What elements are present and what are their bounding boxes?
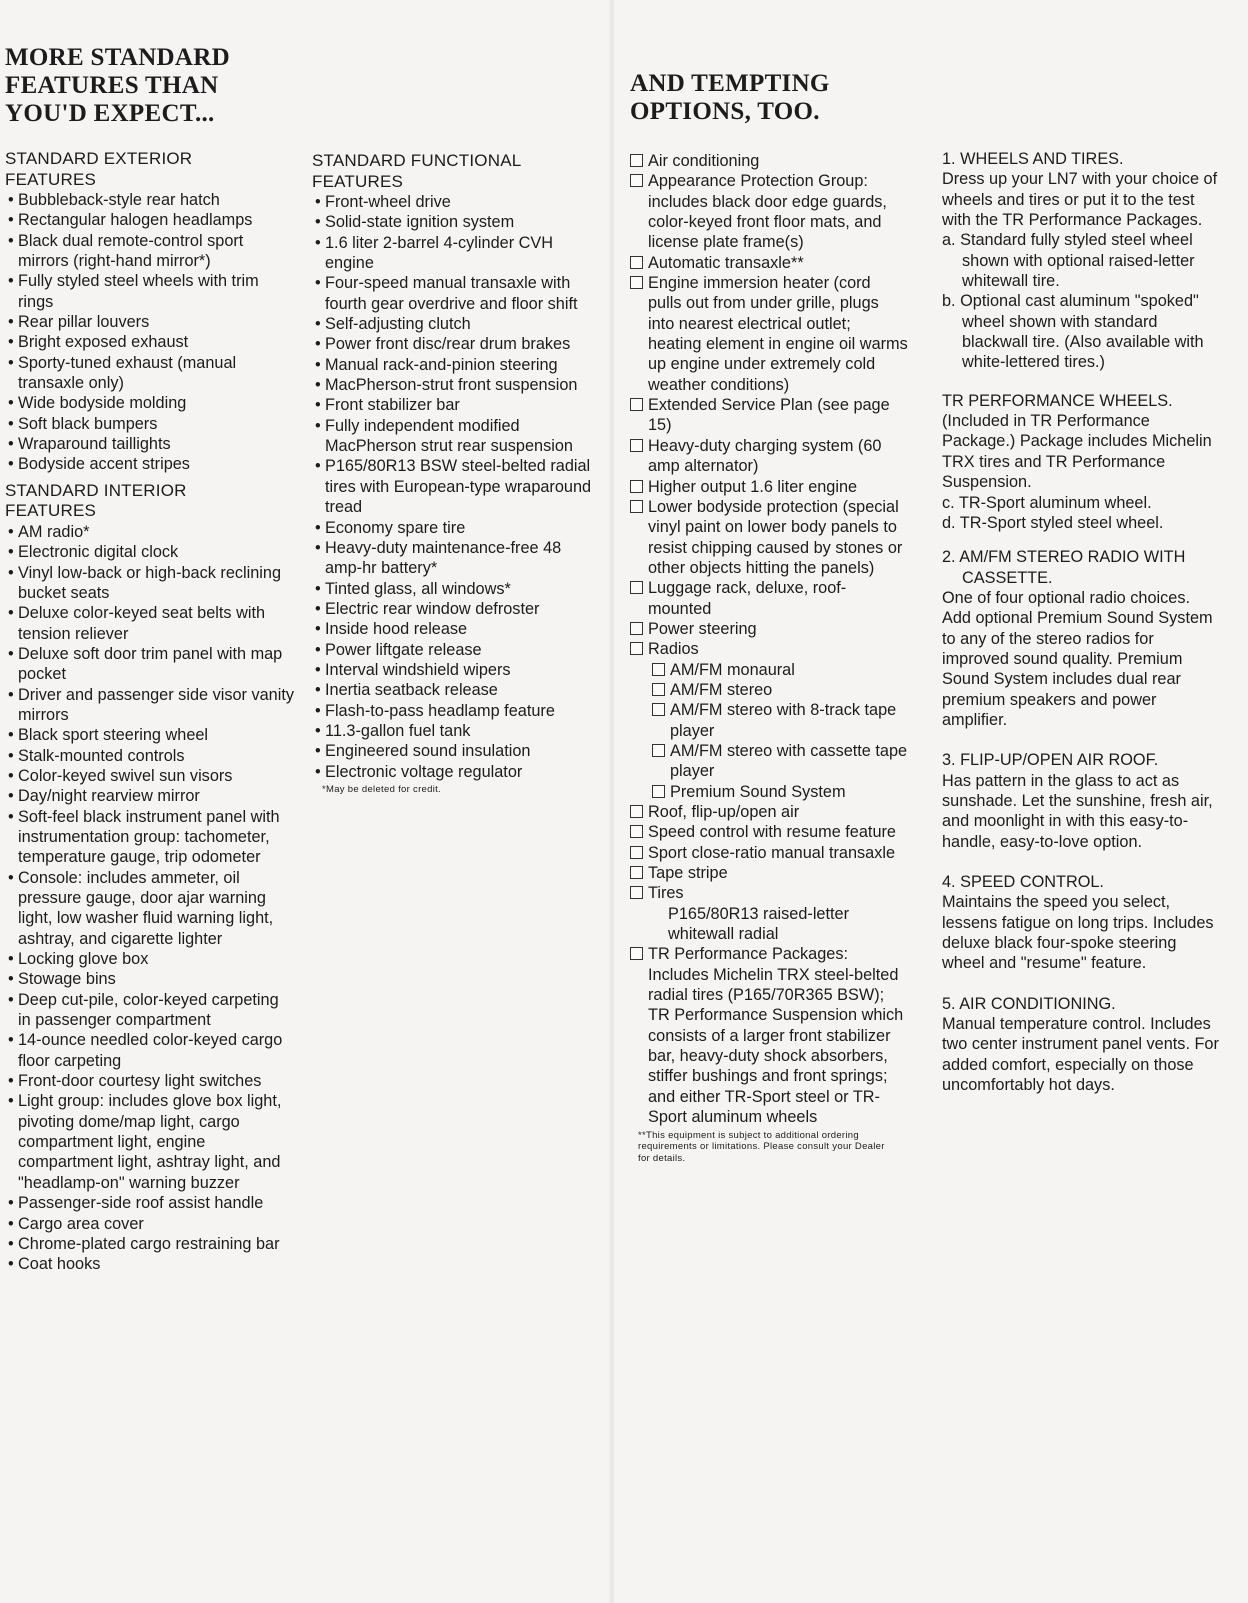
checkbox-icon bbox=[630, 866, 643, 879]
checkbox-icon bbox=[652, 703, 665, 716]
feature-item: • Passenger-side roof assist handle bbox=[5, 1193, 295, 1213]
feature-item: • Soft-feel black instrument panel with instrumentation group: tachometer, temperature gauge, trip odometer bbox=[5, 807, 295, 868]
feature-item: • Front stabilizer bar bbox=[312, 395, 602, 415]
left-headline bbox=[5, 44, 295, 128]
feature-item: • P165/80R13 BSW steel-belted radial tires with European-type wraparound tread bbox=[312, 456, 602, 517]
page-fold bbox=[609, 0, 615, 1603]
checkbox-icon bbox=[630, 846, 643, 859]
feature-item: • Deep cut-pile, color-keyed carpeting in passenger compartment bbox=[5, 990, 295, 1031]
exterior-list bbox=[5, 190, 295, 475]
option-label: Power steering bbox=[648, 619, 757, 638]
feature-item: • Inside hood release bbox=[312, 619, 602, 639]
feature-item: • Wide bodyside molding bbox=[5, 393, 295, 413]
tr-wheels-item-c: c. TR-Sport aluminum wheel. bbox=[942, 493, 1152, 512]
feature-item: • Rear pillar louvers bbox=[5, 312, 295, 332]
functional-list bbox=[312, 192, 602, 782]
option-item bbox=[630, 883, 908, 903]
column-option-descriptions bbox=[942, 149, 1222, 1115]
option-label: AM/FM stereo with cassette tape player bbox=[670, 741, 908, 781]
option-label: Lower bodyside protection (special vinyl paint on lower body panels to resist chipping caused by stones or other objects hitting the panels) bbox=[648, 497, 903, 577]
functional-footnote: *May be deleted for credit. bbox=[322, 783, 441, 795]
feature-item: • Stalk-mounted controls bbox=[5, 746, 295, 766]
feature-item: • Cargo area cover bbox=[5, 1214, 295, 1234]
option-item bbox=[630, 151, 908, 171]
option-label: Heavy-duty charging system (60 amp alternator) bbox=[648, 436, 882, 476]
air-conditioning-block bbox=[942, 994, 1222, 1096]
option-subitem bbox=[630, 680, 908, 700]
feature-item: • Self-adjusting clutch bbox=[312, 314, 602, 334]
feature-item: • Engineered sound insulation bbox=[312, 741, 602, 761]
exterior-heading bbox=[5, 149, 295, 190]
checkbox-icon bbox=[652, 663, 665, 676]
wheels-block bbox=[942, 149, 1222, 373]
checkbox-icon bbox=[630, 154, 643, 167]
feature-item: • Deluxe color-keyed seat belts with tension reliever bbox=[5, 603, 295, 644]
checkbox-icon bbox=[630, 439, 643, 452]
feature-item: • MacPherson-strut front suspension bbox=[312, 375, 602, 395]
column-standard-exterior-interior bbox=[5, 44, 295, 1275]
option-item bbox=[630, 395, 908, 436]
option-label: Roof, flip-up/open air bbox=[648, 803, 800, 821]
option-item bbox=[630, 477, 908, 497]
feature-item: • Heavy-duty maintenance-free 48 amp-hr battery* bbox=[312, 538, 602, 579]
option-label: AM/FM monaural bbox=[670, 660, 795, 679]
feature-item: • Bubbleback-style rear hatch bbox=[5, 190, 295, 210]
options-footnote: **This equipment is subject to additional ordering requirements or limitations. Please consult your Dealer for details. bbox=[638, 1129, 885, 1164]
right-headline-line-1: AND TEMPTING bbox=[630, 70, 830, 97]
option-label: Luggage rack, deluxe, roof-mounted bbox=[648, 579, 847, 618]
radio-block bbox=[942, 547, 1222, 730]
wheels-title: 1. WHEELS AND TIRES. bbox=[942, 150, 1124, 168]
option-label: P165/80R13 raised-letter whitewall radial bbox=[668, 904, 850, 944]
checkbox-icon bbox=[630, 398, 643, 411]
option-item bbox=[630, 802, 908, 822]
options-list-column bbox=[630, 151, 908, 1164]
options-list bbox=[630, 151, 908, 1128]
feature-item: • Front-wheel drive bbox=[312, 192, 602, 212]
functional-heading-line-1: STANDARD FUNCTIONAL bbox=[312, 151, 522, 170]
tr-wheels-item-d: d. TR-Sport styled steel wheel. bbox=[942, 513, 1164, 532]
feature-item: • Console: includes ammeter, oil pressure gauge, door ajar warning light, low washer fluid warning light, ashtray, and cigarette lighter bbox=[5, 868, 295, 949]
checkbox-icon bbox=[630, 642, 643, 655]
option-label: Engine immersion heater (cord pulls out from under grille, plugs into nearest electrical outlet; heating element in engine oil warms up engine under extremely cold weather conditions) bbox=[648, 274, 908, 394]
radio-title: 2. AM/FM STEREO RADIO WITH CASSETTE. bbox=[942, 548, 1186, 587]
air-conditioning-body: Manual temperature control. Includes two center instrument panel vents. For added comfort, especially on those uncomfortably hot days. bbox=[942, 1015, 1219, 1095]
feature-item: • Fully styled steel wheels with trim rings bbox=[5, 271, 295, 312]
option-label: Automatic transaxle** bbox=[648, 253, 804, 272]
feature-item: • Vinyl low-back or high-back reclining bucket seats bbox=[5, 563, 295, 604]
exterior-heading-line-1: STANDARD EXTERIOR bbox=[5, 149, 193, 168]
feature-item: • Black sport steering wheel bbox=[5, 725, 295, 745]
wheels-item-b: b. Optional cast aluminum "spoked" wheel shown with standard blackwall tire. (Also available with white-lettered tires.) bbox=[942, 292, 1204, 372]
feature-item: • 1.6 liter 2-barrel 4-cylinder CVH engine bbox=[312, 233, 602, 274]
feature-item: • Deluxe soft door trim panel with map pocket bbox=[5, 644, 295, 685]
feature-item: • 14-ounce needled color-keyed cargo floor carpeting bbox=[5, 1030, 295, 1071]
feature-item: • Sporty-tuned exhaust (manual transaxle only) bbox=[5, 353, 295, 394]
feature-item: • Color-keyed swivel sun visors bbox=[5, 766, 295, 786]
feature-item: • Stowage bins bbox=[5, 969, 295, 989]
interior-heading bbox=[5, 481, 295, 522]
right-headline bbox=[630, 70, 920, 126]
option-item bbox=[630, 578, 908, 619]
option-label: Radios bbox=[648, 640, 699, 659]
feature-item: • Soft black bumpers bbox=[5, 414, 295, 434]
feature-item: • Rectangular halogen headlamps bbox=[5, 210, 295, 230]
tr-wheels-block bbox=[942, 391, 1222, 533]
option-label: Tires bbox=[648, 884, 684, 903]
option-item bbox=[630, 171, 908, 252]
feature-item: • Electronic voltage regulator bbox=[312, 762, 602, 782]
option-label: Extended Service Plan (see page 15) bbox=[648, 396, 890, 435]
option-subitem bbox=[630, 782, 908, 802]
feature-item: • Coat hooks bbox=[5, 1254, 295, 1274]
option-item bbox=[630, 639, 908, 659]
option-item bbox=[630, 863, 908, 883]
tr-wheels-body: (Included in TR Performance Package.) Package includes Michelin TRX tires and TR Performance Suspension. bbox=[942, 412, 1212, 492]
speed-control-block bbox=[942, 872, 1222, 974]
checkbox-icon bbox=[652, 683, 665, 696]
left-headline-line-3: YOU'D EXPECT... bbox=[5, 100, 215, 127]
feature-item: • Day/night rearview mirror bbox=[5, 786, 295, 806]
feature-item: • Fully independent modified MacPherson strut rear suspension bbox=[312, 416, 602, 457]
functional-heading bbox=[312, 151, 602, 192]
feature-item: • Manual rack-and-pinion steering bbox=[312, 355, 602, 375]
feature-item: • Bodyside accent stripes bbox=[5, 454, 295, 474]
radio-body: One of four optional radio choices. Add optional Premium Sound System to any of the stereo radios for improved sound quality. Premium Sound System includes dual rear premium speakers and power amplifier. bbox=[942, 588, 1213, 729]
feature-item: • Black dual remote-control sport mirrors (right-hand mirror*) bbox=[5, 231, 295, 272]
option-subitem bbox=[630, 660, 908, 680]
left-headline-line-1: MORE STANDARD bbox=[5, 44, 230, 71]
option-label: AM/FM stereo bbox=[670, 680, 773, 699]
checkbox-icon bbox=[630, 174, 643, 187]
feature-item: • Electric rear window defroster bbox=[312, 599, 602, 619]
feature-item: • Electronic digital clock bbox=[5, 542, 295, 562]
option-label: TR Performance Packages: Includes Michelin TRX steel-belted radial tires (P165/70R365 BSW); TR Performance Suspension which consists of a larger front stabilizer bar, heavy-duty shock absorbers, stiffer bushings and front springs; and either TR-Sport steel or TR-Sport aluminum wheels bbox=[648, 945, 904, 1127]
wheels-body: Dress up your LN7 with your choice of wheels and tires or put it to the test with the TR Performance Packages. bbox=[942, 170, 1218, 230]
column-standard-functional bbox=[312, 151, 602, 795]
checkbox-icon bbox=[630, 256, 643, 269]
air-conditioning-title: 5. AIR CONDITIONING. bbox=[942, 994, 1116, 1013]
checkbox-icon bbox=[630, 500, 643, 513]
option-item bbox=[630, 843, 908, 863]
left-headline-line-2: FEATURES THAN bbox=[5, 72, 219, 99]
feature-item: • Front-door courtesy light switches bbox=[5, 1071, 295, 1091]
roof-block bbox=[942, 750, 1222, 852]
feature-item: • Locking glove box bbox=[5, 949, 295, 969]
tr-wheels-title: TR PERFORMANCE WHEELS. bbox=[942, 391, 1173, 410]
speed-control-body: Maintains the speed you select, lessens fatigue on long trips. Includes deluxe black four-spoke steering wheel and "resume" feature. bbox=[942, 893, 1214, 973]
checkbox-icon bbox=[652, 785, 665, 798]
option-label: Premium Sound System bbox=[670, 782, 846, 801]
feature-item: • Solid-state ignition system bbox=[312, 212, 602, 232]
checkbox-icon bbox=[630, 276, 643, 289]
checkbox-icon bbox=[652, 744, 665, 757]
checkbox-icon bbox=[630, 581, 643, 594]
checkbox-icon bbox=[630, 886, 643, 899]
feature-item: • Tinted glass, all windows* bbox=[312, 579, 602, 599]
option-detail bbox=[630, 904, 908, 945]
feature-item: • Wraparound taillights bbox=[5, 434, 295, 454]
checkbox-icon bbox=[630, 805, 643, 818]
checkbox-icon bbox=[630, 825, 643, 838]
option-label: Tape stripe bbox=[648, 864, 728, 883]
right-headline-line-2: OPTIONS, TOO. bbox=[630, 98, 820, 125]
functional-heading-line-2: FEATURES bbox=[312, 171, 404, 191]
interior-heading-line-2: FEATURES bbox=[5, 501, 97, 521]
option-item bbox=[630, 273, 908, 395]
option-label: Speed control with resume feature bbox=[648, 823, 896, 842]
roof-title: 3. FLIP-UP/OPEN AIR ROOF. bbox=[942, 751, 1159, 770]
checkbox-icon bbox=[630, 622, 643, 635]
option-item bbox=[630, 253, 908, 273]
feature-item: • 11.3-gallon fuel tank bbox=[312, 721, 602, 741]
feature-item: • Light group: includes glove box light, pivoting dome/map light, cargo compartment light, engine compartment light, ashtray light, and "headlamp-on" warning buzzer bbox=[5, 1091, 295, 1193]
column-options bbox=[630, 70, 920, 126]
option-subitem bbox=[630, 741, 908, 782]
feature-item: • Interval windshield wipers bbox=[312, 660, 602, 680]
option-label: Sport close-ratio manual transaxle bbox=[648, 843, 896, 862]
interior-heading-line-1: STANDARD INTERIOR bbox=[5, 480, 187, 500]
option-label: Air conditioning bbox=[648, 152, 760, 170]
option-item bbox=[630, 436, 908, 477]
feature-item: • Bright exposed exhaust bbox=[5, 332, 295, 352]
wheels-item-a: a. Standard fully styled steel wheel shown with optional raised-letter whitewall tire. bbox=[942, 231, 1195, 291]
feature-item: • Inertia seatback release bbox=[312, 680, 602, 700]
feature-item: • Economy spare tire bbox=[312, 518, 602, 538]
option-label: Higher output 1.6 liter engine bbox=[648, 477, 858, 496]
feature-item: • Four-speed manual transaxle with fourth gear overdrive and floor shift bbox=[312, 273, 602, 314]
roof-body: Has pattern in the glass to act as sunshade. Let the sunshine, fresh air, and moonlight in with this easy-to-handle, easy-to-love option. bbox=[942, 771, 1213, 851]
option-subitem bbox=[630, 700, 908, 741]
checkbox-icon bbox=[630, 480, 643, 493]
checkbox-icon bbox=[630, 947, 643, 960]
option-item bbox=[630, 497, 908, 578]
exterior-heading-line-2: FEATURES bbox=[5, 169, 97, 189]
option-item bbox=[630, 822, 908, 842]
option-item bbox=[630, 619, 908, 639]
option-item bbox=[630, 944, 908, 1127]
feature-item: • Power front disc/rear drum brakes bbox=[312, 334, 602, 354]
feature-item: • Flash-to-pass headlamp feature bbox=[312, 701, 602, 721]
feature-item: • Chrome-plated cargo restraining bar bbox=[5, 1234, 295, 1254]
feature-item: • Driver and passenger side visor vanity mirrors bbox=[5, 685, 295, 726]
feature-item: • AM radio* bbox=[5, 522, 295, 542]
speed-control-title: 4. SPEED CONTROL. bbox=[942, 873, 1104, 891]
interior-list bbox=[5, 522, 295, 1275]
feature-item: • Power liftgate release bbox=[312, 640, 602, 660]
option-label: AM/FM stereo with 8-track tape player bbox=[670, 701, 897, 740]
option-label: Appearance Protection Group: includes black door edge guards, color-keyed front floor mats, and license plate frame(s) bbox=[648, 172, 887, 252]
